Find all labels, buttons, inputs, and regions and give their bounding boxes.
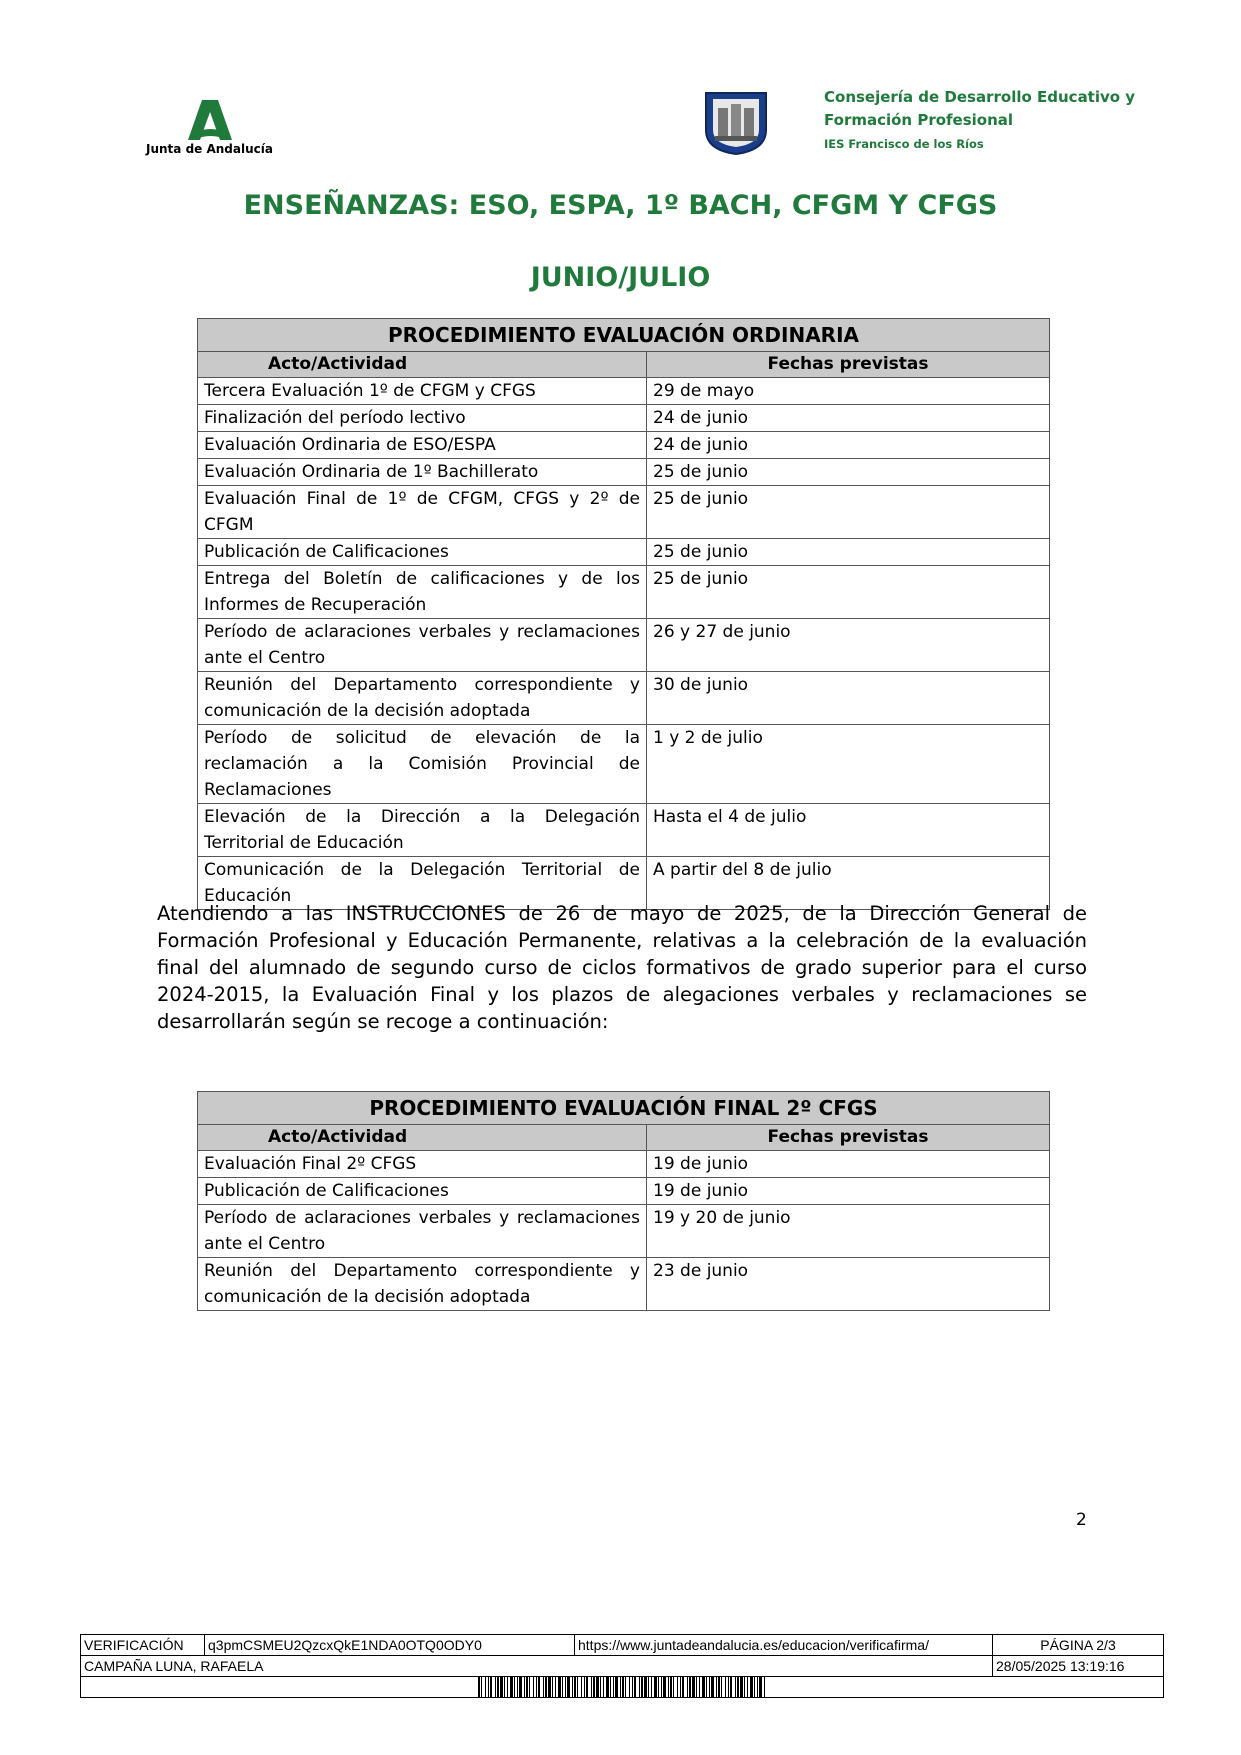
verification-code: q3pmCSMEU2QzcxQkE1NDA0OTQ0ODY0 <box>205 1635 575 1656</box>
activity-cell: Evaluación Ordinaria de ESO/ESPA <box>198 432 647 459</box>
table-row <box>198 1258 1050 1311</box>
verification-footer <box>80 1634 1164 1698</box>
table-row <box>198 1178 1050 1205</box>
date-cell: 24 de junio <box>647 432 1050 459</box>
consejeria-line2: Formación Profesional <box>824 111 1014 129</box>
ordinary-evaluation-table <box>197 318 1050 910</box>
date-cell: 1 y 2 de julio <box>647 725 1050 804</box>
date-cell: 24 de junio <box>647 405 1050 432</box>
date-cell: Hasta el 4 de julio <box>647 804 1050 857</box>
activity-cell: Comunicación de la Delegación Territorial de Educación <box>198 857 647 910</box>
instructions-paragraph: Atendiendo a las INSTRUCCIONES de 26 de mayo de 2025, de la Dirección General de Formación Profesional y Educación Permanente, relativas a la celebración de la evaluación final del alumnado de segundo curso de ciclos formativos de grado superior para el curso 2024-2015, la Evaluación Final y los plazos de alegaciones verbales y reclamaciones se desarrollarán según se recoge a continuación: <box>157 902 1087 1033</box>
date-cell: 25 de junio <box>647 486 1050 539</box>
date-cell: 19 y 20 de junio <box>647 1205 1050 1258</box>
activity-cell: Reunión del Departamento correspondiente y comunicación de la decisión adoptada <box>198 672 647 725</box>
table-row <box>198 804 1050 857</box>
column-header-activity: Acto/Actividad <box>198 1125 647 1151</box>
page-number: 2 <box>1076 1510 1087 1530</box>
table-row <box>198 539 1050 566</box>
table-row <box>198 459 1050 486</box>
school-crest-icon <box>703 90 769 156</box>
activity-cell: Período de aclaraciones verbales y reclamaciones ante el Centro <box>198 1205 647 1258</box>
date-cell: 25 de junio <box>647 566 1050 619</box>
activity-cell: Publicación de Calificaciones <box>198 1178 647 1205</box>
page-title: ENSEÑANZAS: ESO, ESPA, 1º BACH, CFGM Y CFGS <box>243 190 998 221</box>
verification-url[interactable]: https://www.juntadeandalucia.es/educacion/verificafirma/ <box>575 1635 993 1656</box>
activity-cell: Tercera Evaluación 1º de CFGM y CFGS <box>198 378 647 405</box>
table-row <box>198 1205 1050 1258</box>
activity-cell: Elevación de la Dirección a la Delegación Territorial de Educación <box>198 804 647 857</box>
date-cell: 25 de junio <box>647 459 1050 486</box>
date-cell: 23 de junio <box>647 1258 1050 1311</box>
date-cell: A partir del 8 de julio <box>647 857 1050 910</box>
signature-datetime: 28/05/2025 13:19:16 <box>993 1656 1164 1677</box>
table-row <box>198 566 1050 619</box>
table-row <box>198 432 1050 459</box>
activity-cell: Evaluación Final de 1º de CFGM, CFGS y 2º de CFGM <box>198 486 647 539</box>
barcode-icon <box>81 1677 1163 1697</box>
page-subtitle: JUNIO/JULIO <box>530 262 711 293</box>
table-row <box>198 619 1050 672</box>
activity-cell: Evaluación Ordinaria de 1º Bachillerato <box>198 459 647 486</box>
junta-andalucia-logo-text: Junta de Andalucía <box>146 142 273 156</box>
activity-cell: Publicación de Calificaciones <box>198 539 647 566</box>
activity-cell: Período de solicitud de elevación de la reclamación a la Comisión Provincial de Reclamaciones <box>198 725 647 804</box>
table-row <box>198 378 1050 405</box>
verification-label: VERIFICACIÓN <box>81 1635 205 1656</box>
activity-cell: Entrega del Boletín de calificaciones y de los Informes de Recuperación <box>198 566 647 619</box>
table-row <box>198 672 1050 725</box>
activity-cell: Período de aclaraciones verbales y reclamaciones ante el Centro <box>198 619 647 672</box>
column-header-dates: Fechas previstas <box>647 1125 1050 1151</box>
column-header-activity: Acto/Actividad <box>198 352 647 378</box>
date-cell: 30 de junio <box>647 672 1050 725</box>
activity-cell: Reunión del Departamento correspondiente y comunicación de la decisión adoptada <box>198 1258 647 1311</box>
consejeria-line1: Consejería de Desarrollo Educativo y <box>824 88 1136 106</box>
signer-name: CAMPAÑA LUNA, RAFAELA <box>81 1656 993 1677</box>
table-caption: PROCEDIMIENTO EVALUACIÓN ORDINARIA <box>198 319 1050 352</box>
school-name: IES Francisco de los Ríos <box>824 137 984 151</box>
activity-cell: Finalización del período lectivo <box>198 405 647 432</box>
table-row <box>198 1151 1050 1178</box>
date-cell: 26 y 27 de junio <box>647 619 1050 672</box>
activity-cell: Evaluación Final 2º CFGS <box>198 1151 647 1178</box>
final-evaluation-table <box>197 1091 1050 1311</box>
column-header-dates: Fechas previstas <box>647 352 1050 378</box>
date-cell: 19 de junio <box>647 1178 1050 1205</box>
consejeria-block <box>824 86 1135 156</box>
table-row <box>198 725 1050 804</box>
date-cell: 19 de junio <box>647 1151 1050 1178</box>
date-cell: 29 de mayo <box>647 378 1050 405</box>
table-row <box>198 486 1050 539</box>
verification-page: PÁGINA 2/3 <box>993 1635 1164 1656</box>
table-row <box>198 405 1050 432</box>
date-cell: 25 de junio <box>647 539 1050 566</box>
table-caption: PROCEDIMIENTO EVALUACIÓN FINAL 2º CFGS <box>198 1092 1050 1125</box>
